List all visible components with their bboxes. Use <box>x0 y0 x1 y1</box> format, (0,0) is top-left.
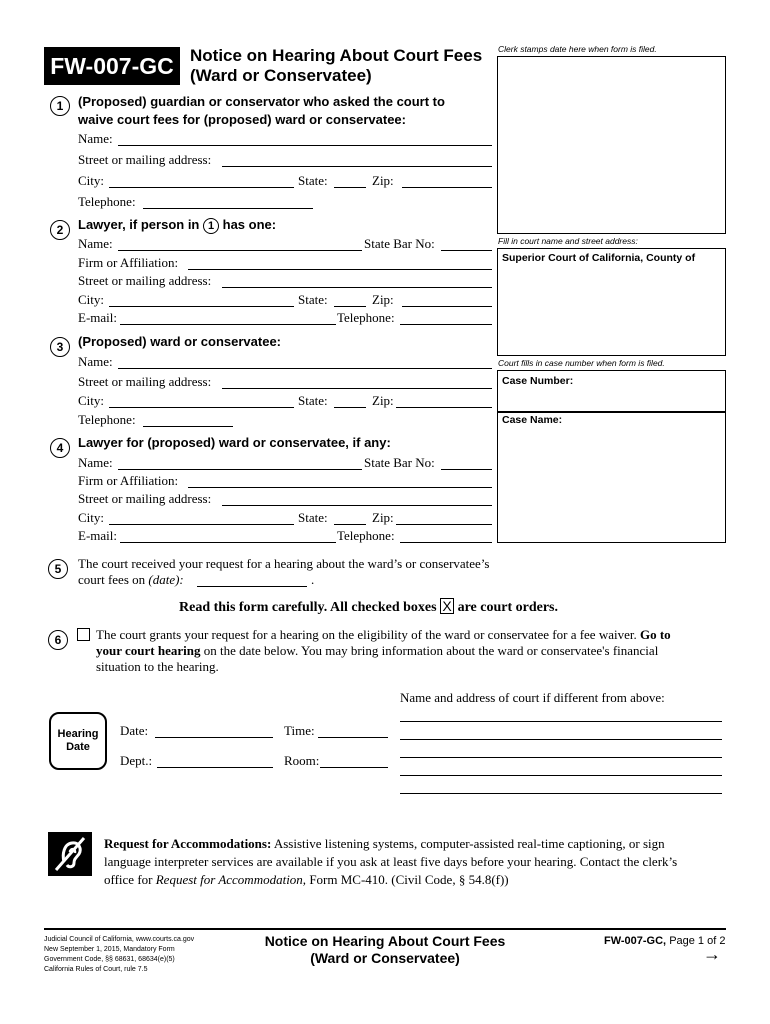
hearing-date-badge <box>49 712 107 770</box>
s6-line1 <box>96 627 671 642</box>
s4-bar-field[interactable] <box>441 469 492 470</box>
hearing-date-label: Date: <box>120 723 149 738</box>
court-address-line-5[interactable] <box>400 793 722 794</box>
s5-period: . <box>311 572 315 587</box>
footer-title-2: (Ward or Conservatee) <box>310 950 460 966</box>
hearing-date-field[interactable] <box>155 737 273 738</box>
court-address-line-4[interactable] <box>400 775 722 776</box>
hearing-dept-label: Dept.: <box>120 753 153 768</box>
court-address-label: Name and address of court if different from above: <box>400 690 665 705</box>
clerk-stamp-box <box>497 56 726 234</box>
court-address-line-2[interactable] <box>400 739 722 740</box>
s1-state-field[interactable] <box>334 187 366 188</box>
s2-firm-label: Firm or Affiliation: <box>78 255 179 270</box>
footer-left <box>44 935 194 975</box>
s6-checkbox[interactable] <box>77 628 90 641</box>
court-name-box[interactable] <box>497 248 726 356</box>
clerk-stamp-note: Clerk stamps date here when form is filed. <box>498 44 657 54</box>
s4-street-field[interactable] <box>222 505 492 506</box>
read-notice-checkbox: X <box>440 598 454 614</box>
accommodations-line3a: office for <box>104 872 153 887</box>
hearing-time-label: Time: <box>284 723 315 738</box>
section-6-number: 6 <box>48 630 68 650</box>
case-name-box[interactable] <box>497 411 726 543</box>
footer-left-1: Judicial Council of California, www.courts.ca.gov <box>44 936 195 943</box>
s2-street-label: Street or mailing address: <box>78 273 212 288</box>
section-1-number: 1 <box>50 96 70 116</box>
s3-city-field[interactable] <box>109 407 294 408</box>
s1-street-label: Street or mailing address: <box>78 152 212 167</box>
next-page-arrow-icon: → <box>703 944 721 964</box>
form-title-line2: (Ward or Conservatee) <box>190 66 372 85</box>
section-3-number: 3 <box>50 337 70 357</box>
s3-name-field[interactable] <box>118 368 492 369</box>
read-notice-b: are court orders. <box>457 600 558 615</box>
s4-city-label: City: <box>78 510 105 525</box>
s3-zip-field[interactable] <box>396 407 492 408</box>
footer-left-2: New September 1, 2015, Mandatory Form <box>44 946 175 953</box>
case-number-label: Case Number: <box>502 375 574 387</box>
section-1-heading: (Proposed) guardian or conservator who asked the court to <box>78 94 445 109</box>
court-name-label: Superior Court of California, County of <box>502 252 696 264</box>
s2-telephone-label: Telephone: <box>337 310 395 325</box>
s2-firm-field[interactable] <box>188 269 492 270</box>
s1-name-label: Name: <box>78 131 113 146</box>
s4-firm-label: Firm or Affiliation: <box>78 473 179 488</box>
hearing-assistance-icon <box>48 832 92 876</box>
s2-email-label: E-mail: <box>78 310 117 325</box>
form-title-line1: Notice on Hearing About Court Fees <box>190 46 483 65</box>
hearing-room-field[interactable] <box>320 767 388 768</box>
hearing-dept-field[interactable] <box>157 767 273 768</box>
s5-line2a: court fees on <box>78 572 146 587</box>
s1-city-field[interactable] <box>109 187 294 188</box>
s2-city-label: City: <box>78 292 105 307</box>
case-number-note: Court fills in case number when form is filed. <box>498 358 665 368</box>
s2-city-field[interactable] <box>109 306 294 307</box>
s1-zip-label: Zip: <box>372 173 394 188</box>
s3-telephone-field[interactable] <box>143 426 233 427</box>
s3-street-field[interactable] <box>222 388 492 389</box>
s2-state-label: State: <box>298 292 328 307</box>
s6-line2 <box>96 643 658 658</box>
s3-street-label: Street or mailing address: <box>78 374 212 389</box>
s1-telephone-field[interactable] <box>143 208 313 209</box>
s2-bar-label: State Bar No: <box>364 236 435 251</box>
s1-state-label: State: <box>298 173 328 188</box>
s2-bar-field[interactable] <box>441 250 492 251</box>
section-2-heading-a: Lawyer, if person in <box>78 217 200 232</box>
hearing-room-label: Room: <box>284 753 320 768</box>
s2-email-field[interactable] <box>120 324 336 325</box>
s6-line1a: The court grants your request for a hearing on the eligibility of the ward or conservatee for a fee waiver. <box>96 627 637 642</box>
s4-name-field[interactable] <box>118 469 362 470</box>
court-name-note: Fill in court name and street address: <box>498 236 638 246</box>
s5-date-field[interactable] <box>197 586 307 587</box>
s4-city-field[interactable] <box>109 524 294 525</box>
s5-date-italic: (date): <box>148 572 184 587</box>
s4-bar-label: State Bar No: <box>364 455 435 470</box>
s3-name-label: Name: <box>78 354 113 369</box>
s4-telephone-label: Telephone: <box>337 528 395 543</box>
hearing-badge-line2: Date <box>66 741 90 753</box>
s1-zip-field[interactable] <box>402 187 492 188</box>
accommodations-form-name: Request for Accommodation, <box>155 872 307 887</box>
section-2-number: 2 <box>50 220 70 240</box>
section-2-heading <box>78 217 276 234</box>
hearing-time-field[interactable] <box>318 737 388 738</box>
section-2-ref-circle: 1 <box>203 218 219 234</box>
s2-telephone-field[interactable] <box>400 324 492 325</box>
s2-zip-label: Zip: <box>372 292 394 307</box>
s6-line2a: your court hearing <box>96 643 201 658</box>
s2-name-label: Name: <box>78 236 113 251</box>
court-address-line-3[interactable] <box>400 757 722 758</box>
s5-line2 <box>78 572 184 587</box>
s6-line1b: Go to <box>639 627 671 642</box>
s2-name-field[interactable] <box>118 250 362 251</box>
footer-form-id: FW-007-GC, <box>604 935 667 947</box>
section-3-heading: (Proposed) ward or conservatee: <box>78 334 281 349</box>
section-4-heading: Lawyer for (proposed) ward or conservatee, if any: <box>78 435 391 450</box>
court-address-line-1[interactable] <box>400 721 722 722</box>
s2-street-field[interactable] <box>222 287 492 288</box>
s4-zip-field[interactable] <box>396 524 492 525</box>
s5-line1: The court received your request for a hearing about the ward’s or conservatee’s <box>78 556 490 571</box>
s4-email-label: E-mail: <box>78 528 117 543</box>
footer-left-3: Government Code, §§ 68631, 68634(e)(5) <box>44 956 175 963</box>
s1-city-label: City: <box>78 173 105 188</box>
section-2-heading-b: has one: <box>222 217 277 232</box>
s1-name-field[interactable] <box>118 145 492 146</box>
s3-telephone-label: Telephone: <box>78 412 136 427</box>
s4-state-field[interactable] <box>334 524 366 525</box>
case-number-box[interactable] <box>497 370 726 413</box>
s4-zip-label: Zip: <box>372 510 394 525</box>
footer-page-number: Page 1 of 2 <box>669 935 726 947</box>
accommodations-line3c: Form MC-410. (Civil Code, § 54.8(f)) <box>309 872 509 887</box>
section-4-number: 4 <box>50 438 70 458</box>
footer-title <box>235 933 535 967</box>
footer-left-4: California Rules of Court, rule 7.5 <box>44 966 148 973</box>
s3-city-label: City: <box>78 393 105 408</box>
s3-zip-label: Zip: <box>372 393 394 408</box>
s2-zip-field[interactable] <box>402 306 492 307</box>
s1-street-field[interactable] <box>222 166 492 167</box>
accommodations-line2: language interpreter services are available if you ask at least five days before your hearing. Contact the clerk’s <box>104 854 678 869</box>
s6-line3: situation to the hearing. <box>96 659 219 674</box>
s4-telephone-field[interactable] <box>400 542 492 543</box>
s4-firm-field[interactable] <box>188 487 492 488</box>
read-notice-a: Read this form carefully. All checked boxes <box>179 600 437 615</box>
s3-state-field[interactable] <box>334 407 366 408</box>
s4-name-label: Name: <box>78 455 113 470</box>
case-name-label: Case Name: <box>502 414 563 426</box>
footer-title-1: Notice on Hearing About Court Fees <box>264 933 506 949</box>
footer-rule <box>44 928 726 930</box>
accommodations-line1 <box>104 836 665 851</box>
section-1-heading-2: waive court fees for (proposed) ward or conservatee: <box>78 112 406 127</box>
section-5-number: 5 <box>48 559 68 579</box>
accommodations-text1: Assistive listening systems, computer-assisted real-time captioning, or sign <box>273 836 665 851</box>
hearing-badge-line1: Hearing <box>57 728 99 740</box>
accommodations-bold: Request for Accommodations: <box>104 836 272 851</box>
read-notice <box>179 598 558 617</box>
form-id-badge: FW-007-GC <box>44 47 180 85</box>
s6-line2b: on the date below. You may bring information about the ward or conservatee's financial <box>203 643 659 658</box>
s1-telephone-label: Telephone: <box>78 194 136 209</box>
s4-street-label: Street or mailing address: <box>78 491 212 506</box>
s2-state-field[interactable] <box>334 306 366 307</box>
s3-state-label: State: <box>298 393 328 408</box>
s4-email-field[interactable] <box>120 542 336 543</box>
s4-state-label: State: <box>298 510 328 525</box>
accommodations-line3 <box>104 872 509 887</box>
